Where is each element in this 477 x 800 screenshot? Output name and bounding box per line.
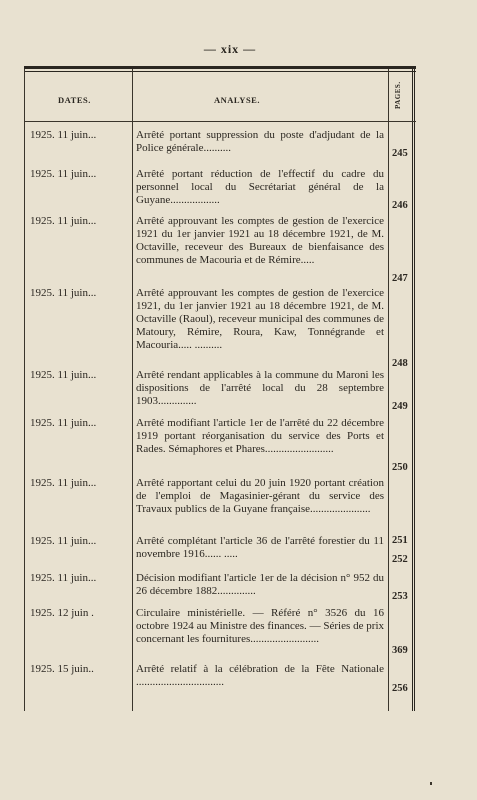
print-speck: [430, 782, 432, 785]
table-left-border: [24, 69, 25, 711]
row-analysis: Arrêté approuvant les comptes de gestion de l'exercice 1921, du 1er janvier 1921 au 18 décembre 1921, de M. Octaville (Raoul), receveur municipal des communes de Matoury, Rémire, Roura, Kaw, Tonnégrande et Macouria..... ..........: [136, 287, 384, 351]
row-analysis: Arrêté portant réduction de l'effectif du cadre du personnel local du Secrétariat général de la Guyane..................: [136, 168, 384, 206]
row-analysis: Arrêté approuvant les comptes de gestion de l'exercice 1921 du 1er janvier 1921 au 18 décembre 1921, de M. Octaville, receveur des Bureaux de bienfaisance des communes de Macouria et de Rémire.....: [136, 215, 384, 266]
row-page: 249: [392, 401, 408, 412]
row-page: 256: [392, 683, 408, 694]
row-date: 1925. 11 juin...: [30, 129, 97, 141]
row-date: 1925. 15 juin..: [30, 663, 94, 675]
pages-column-divider: [388, 69, 389, 711]
row-page: 253: [392, 591, 408, 602]
pages-header: PAGES.: [394, 81, 402, 109]
row-page: 252: [392, 554, 408, 565]
row-date: 1925. 11 juin...: [30, 215, 97, 227]
index-table: [24, 66, 416, 711]
row-date: 1925. 11 juin...: [30, 535, 97, 547]
row-analysis: Arrêté complétant l'article 36 de l'arrêté forestier du 11 novembre 1916...... .....: [136, 535, 384, 560]
row-date: 1925. 11 juin...: [30, 369, 97, 381]
row-analysis: Circulaire ministérielle. — Référé n° 3526 du 16 octobre 1924 au Ministre des finances. — Séries de prix concernant les fournitures.........................: [136, 607, 384, 645]
row-page: 246: [392, 200, 408, 211]
row-analysis: Arrêté modifiant l'article 1er de l'arrêté du 22 décembre 1919 portant réorganisation du service des Ports et Rades. Sémaphores et Phares.........................: [136, 417, 384, 455]
page-number: — xix —: [203, 42, 257, 56]
row-analysis: Décision modifiant l'article 1er de la décision n° 952 du 26 décembre 1882..............: [136, 572, 384, 597]
row-date: 1925. 11 juin...: [30, 287, 97, 299]
row-page: 245: [392, 148, 408, 159]
row-analysis: Arrêté portant suppression du poste d'adjudant de la Police générale..........: [136, 129, 384, 154]
row-analysis: Arrêté rapportant celui du 20 juin 1920 portant création de l'emploi de Magasinier-gérant du service des Travaux publics de la Guyane française......................: [136, 477, 384, 515]
row-date: 1925. 11 juin...: [30, 477, 97, 489]
row-date: 1925. 11 juin...: [30, 572, 97, 584]
row-page: 250: [392, 462, 408, 473]
row-analysis: Arrêté rendant applicables à la commune du Maroni les dispositions de l'arrêté local du 28 septembre 1903..............: [136, 369, 384, 407]
row-page: 247: [392, 273, 408, 284]
row-date: 1925. 11 juin...: [30, 417, 97, 429]
row-analysis: Arrêté relatif à la célébration de la Fête Nationale ................................: [136, 663, 384, 688]
table-right-border: [412, 69, 415, 711]
row-page: 248: [392, 358, 408, 369]
row-page: 369: [392, 645, 408, 656]
row-page: 251: [392, 535, 408, 546]
analyse-header: ANALYSE.: [214, 95, 260, 105]
row-date: 1925. 11 juin...: [30, 168, 97, 180]
dates-column-divider: [132, 69, 133, 711]
dates-header: DATES.: [58, 95, 91, 105]
row-date: 1925. 12 juin .: [30, 607, 94, 619]
header-separator: [24, 121, 416, 122]
